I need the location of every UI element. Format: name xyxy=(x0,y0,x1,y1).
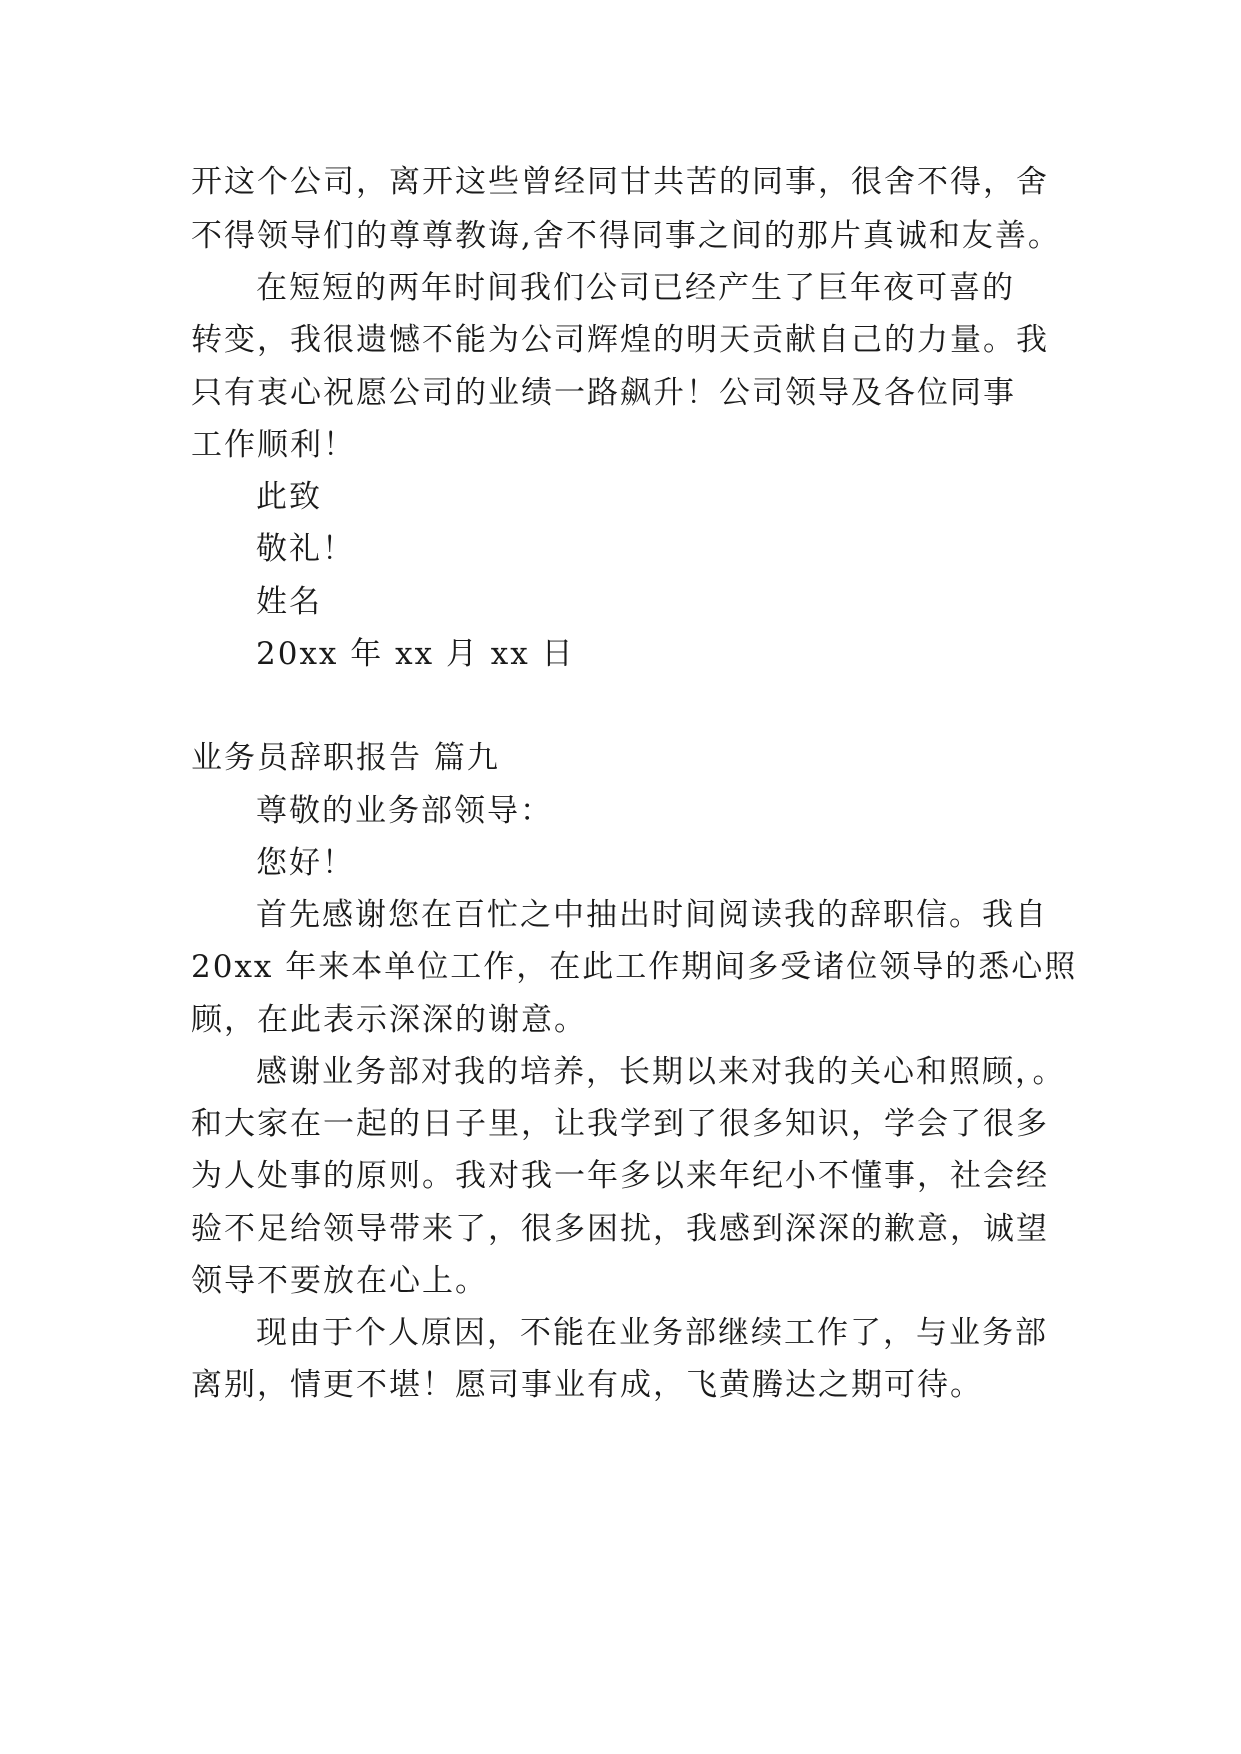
body-line: 转变，我很遗憾不能为公司辉煌的明天贡献自己的力量。我 xyxy=(191,322,1049,358)
body-line: 为人处事的原则。我对我一年多以来年纪小不懂事，社会经 xyxy=(191,1158,1049,1194)
body-line: 开这个公司，离开这些曾经同甘共苦的同事，很舍不得，舍 xyxy=(191,164,1049,200)
closing-line: 此致 xyxy=(256,479,322,515)
body-line: 只有衷心祝愿公司的业绩一路飙升！公司领导及各位同事 xyxy=(191,375,1016,411)
body-line: 离别，情更不堪！愿司事业有成，飞黄腾达之期可待。 xyxy=(191,1367,983,1403)
body-line: 感谢业务部对我的培养，长期以来对我的关心和照顾，。 xyxy=(256,1054,1066,1090)
hello-line: 您好！ xyxy=(256,845,355,881)
body-line: 不得领导们的尊尊教诲,舍不得同事之间的那片真诚和友善。 xyxy=(191,218,1061,254)
body-line: 现由于个人原因，不能在业务部继续工作了，与业务部 xyxy=(256,1315,1048,1351)
body-line: 顾，在此表示深深的谢意。 xyxy=(191,1002,587,1038)
body-line: 20xx 年来本单位工作，在此工作期间多受诸位领导的悉心照 xyxy=(191,949,1078,985)
signature-date: 20xx 年 xx 月 xx 日 xyxy=(256,636,575,672)
body-line: 验不足给领导带来了，很多困扰，我感到深深的歉意，诚望 xyxy=(191,1211,1049,1247)
signature-name: 姓名 xyxy=(256,584,322,620)
body-line: 首先感谢您在百忙之中抽出时间阅读我的辞职信。我自 xyxy=(256,897,1048,933)
section-title: 业务员辞职报告 篇九 xyxy=(191,740,500,776)
body-line: 在短短的两年时间我们公司已经产生了巨年夜可喜的 xyxy=(256,270,1015,306)
greeting-line: 尊敬的业务部领导： xyxy=(256,793,553,829)
body-line: 和大家在一起的日子里，让我学到了很多知识，学会了很多 xyxy=(191,1106,1049,1142)
body-line: 工作顺利！ xyxy=(191,427,356,463)
salute-line: 敬礼！ xyxy=(256,531,355,567)
body-line: 领导不要放在心上。 xyxy=(191,1263,488,1299)
